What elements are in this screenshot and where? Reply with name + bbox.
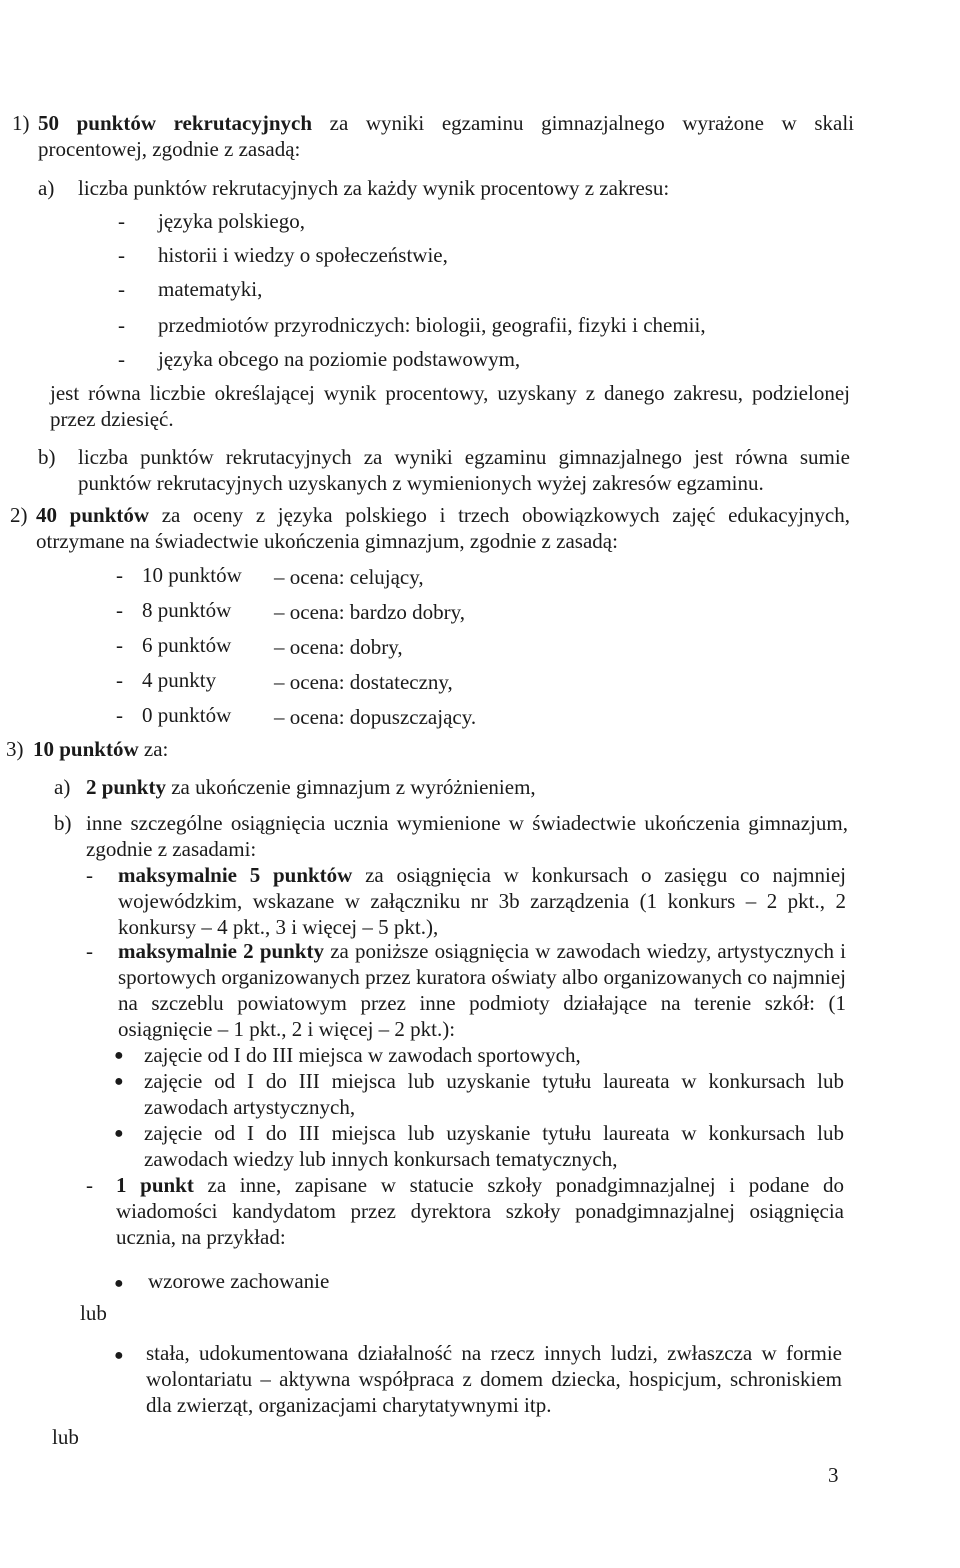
bullet-icon: ● <box>114 1275 124 1292</box>
criterion-competitions <box>118 938 846 1042</box>
dash: - <box>86 939 93 963</box>
dash: - <box>116 668 123 692</box>
section-1a-text: liczba punktów rekrutacyjnych za każdy wynik procentowy z zakresu: <box>78 176 670 200</box>
criterion-other-bold: 1 punkt <box>116 1173 194 1197</box>
section-1-text: za wyniki egzaminu gimnazjalnego wyrażone w skali procentowej, zgodnie z zasadą: <box>38 111 854 161</box>
section-1a-label: a) <box>38 176 55 200</box>
criterion-competitions-text: za poniższe osiągnięcia w zawodach wiedzy, artystycznych i sportowych organizowanych przez kuratora oświaty albo organizowanych co najmniej na szczeblu powiatowym przez inne podmioty działające na terenie szkół: (1 osiągnięcie – 1 pkt., 2 i więcej – 2 pkt.): <box>118 939 846 1041</box>
subject-item: przedmiotów przyrodniczych: biologii, geografii, fizyki i chemii, <box>158 313 706 337</box>
criterion-contests-bold: maksymalnie 5 punktów <box>118 863 353 887</box>
section-3a-text <box>86 774 846 800</box>
or-connector: lub <box>52 1425 79 1449</box>
section-3-bold: 10 punktów <box>33 737 139 761</box>
section-1-bold: 50 punktów rekrutacyjnych <box>38 111 313 135</box>
dash: - <box>118 347 125 371</box>
section-3b-text: inne szczególne osiągnięcia ucznia wymienione w świadectwie ukończenia gimnazjum, zgodnie z zasadami: <box>86 811 848 861</box>
bullet-icon: ● <box>114 1125 124 1142</box>
dash: - <box>116 633 123 657</box>
criterion-competitions-bold: maksymalnie 2 punkty <box>118 939 325 963</box>
grade-name: – ocena: celujący, <box>274 565 424 589</box>
dash: - <box>118 277 125 301</box>
dash: - <box>118 209 125 233</box>
section-1b-text: liczba punktów rekrutacyjnych za wyniki egzaminu gimnazjalnego jest równa sumie punktów rekrutacyjnych uzyskanych z wymienionych wyżej zakresów egzaminu. <box>78 445 850 495</box>
grade-points: 0 punktów <box>142 703 232 727</box>
grade-name: – ocena: dostateczny, <box>274 670 453 694</box>
grade-name: – ocena: bardzo dobry, <box>274 600 466 624</box>
competition-bullet: zajęcie od I do III miejsca lub uzyskanie tytułu laureata w konkursach lub zawodach artystycznych, <box>144 1069 844 1119</box>
dash: - <box>116 598 123 622</box>
subject-item: historii i wiedzy o społeczeństwie, <box>158 243 448 267</box>
grade-points: 4 punkty <box>142 668 217 692</box>
criterion-contests <box>118 862 846 940</box>
grade-name: – ocena: dopuszczający. <box>274 705 477 729</box>
section-1-number: 1) <box>12 111 30 135</box>
subject-item: języka obcego na poziomie podstawowym, <box>158 347 521 371</box>
section-3-number: 3) <box>6 737 24 761</box>
section-1b-label: b) <box>38 445 56 469</box>
example-volunteering: stała, udokumentowana działalność na rzecz innych ludzi, zwłaszcza w formie wolontariatu – aktywna współpraca z domem dziecka, hospicjum, schroniskiem dla zwierząt, organizacjami charytatywnymi itp. <box>146 1341 842 1417</box>
grade-points: 6 punktów <box>142 633 232 657</box>
section-1-heading <box>38 110 854 162</box>
bullet-icon: ● <box>114 1347 124 1364</box>
dash: - <box>118 243 125 267</box>
competition-bullet: zajęcie od I do III miejsca lub uzyskanie tytułu laureata w konkursach lub zawodach wiedzy lub innych konkursach tematycznych, <box>144 1121 844 1171</box>
subject-item: języka polskiego, <box>158 209 305 233</box>
section-3a-rest: za ukończenie gimnazjum z wyróżnieniem, <box>165 775 536 799</box>
subject-item: matematyki, <box>158 277 263 301</box>
page-number: 3 <box>828 1463 839 1487</box>
section-3-heading <box>33 736 168 762</box>
section-2-number: 2) <box>10 503 28 527</box>
section-3-text: za: <box>138 737 169 761</box>
section-2-text: za oceny z języka polskiego i trzech obowiązkowych zajęć edukacyjnych, otrzymane na świadectwie ukończenia gimnazjum, zgodnie z zasadą: <box>36 503 850 553</box>
section-1a-after: jest równa liczbie określającej wynik procentowy, uzyskany z danego zakresu, podzielonej przez dziesięć. <box>50 381 850 431</box>
dash: - <box>116 703 123 727</box>
dash: - <box>86 1173 93 1197</box>
competition-bullet: zajęcie od I do III miejsca w zawodach sportowych, <box>144 1043 581 1067</box>
or-connector: lub <box>80 1301 107 1325</box>
dash: - <box>116 563 123 587</box>
section-3a-bold: 2 punkty <box>86 775 166 799</box>
bullet-icon: ● <box>114 1047 124 1064</box>
criterion-other-text: za inne, zapisane w statucie szkoły ponadgimnazjalnej i podane do wiadomości kandydatom przez dyrektora szkoły ponadgimnazjalnej osiągnięcia ucznia, na przykład: <box>116 1173 844 1249</box>
criterion-other <box>116 1172 844 1250</box>
grade-points: 8 punktów <box>142 598 232 622</box>
grade-points: 10 punktów <box>142 563 242 587</box>
section-3b-label: b) <box>54 811 72 835</box>
example-behaviour: wzorowe zachowanie <box>148 1269 330 1293</box>
dash: - <box>118 313 125 337</box>
grade-name: – ocena: dobry, <box>274 635 403 659</box>
dash: - <box>86 863 93 887</box>
section-2-heading <box>36 502 850 554</box>
bullet-icon: ● <box>114 1073 124 1090</box>
section-2-bold: 40 punktów <box>36 503 150 527</box>
criterion-contests-text: za osiągnięcia w konkursach o zasięgu co najmniej wojewódzkim, wskazane w załączniku nr 3b zarządzenia (1 konkurs – 2 pkt., 2 konkursy – 4 pkt., 3 i więcej – 5 pkt.), <box>118 863 846 939</box>
section-3a-label: a) <box>54 775 71 799</box>
